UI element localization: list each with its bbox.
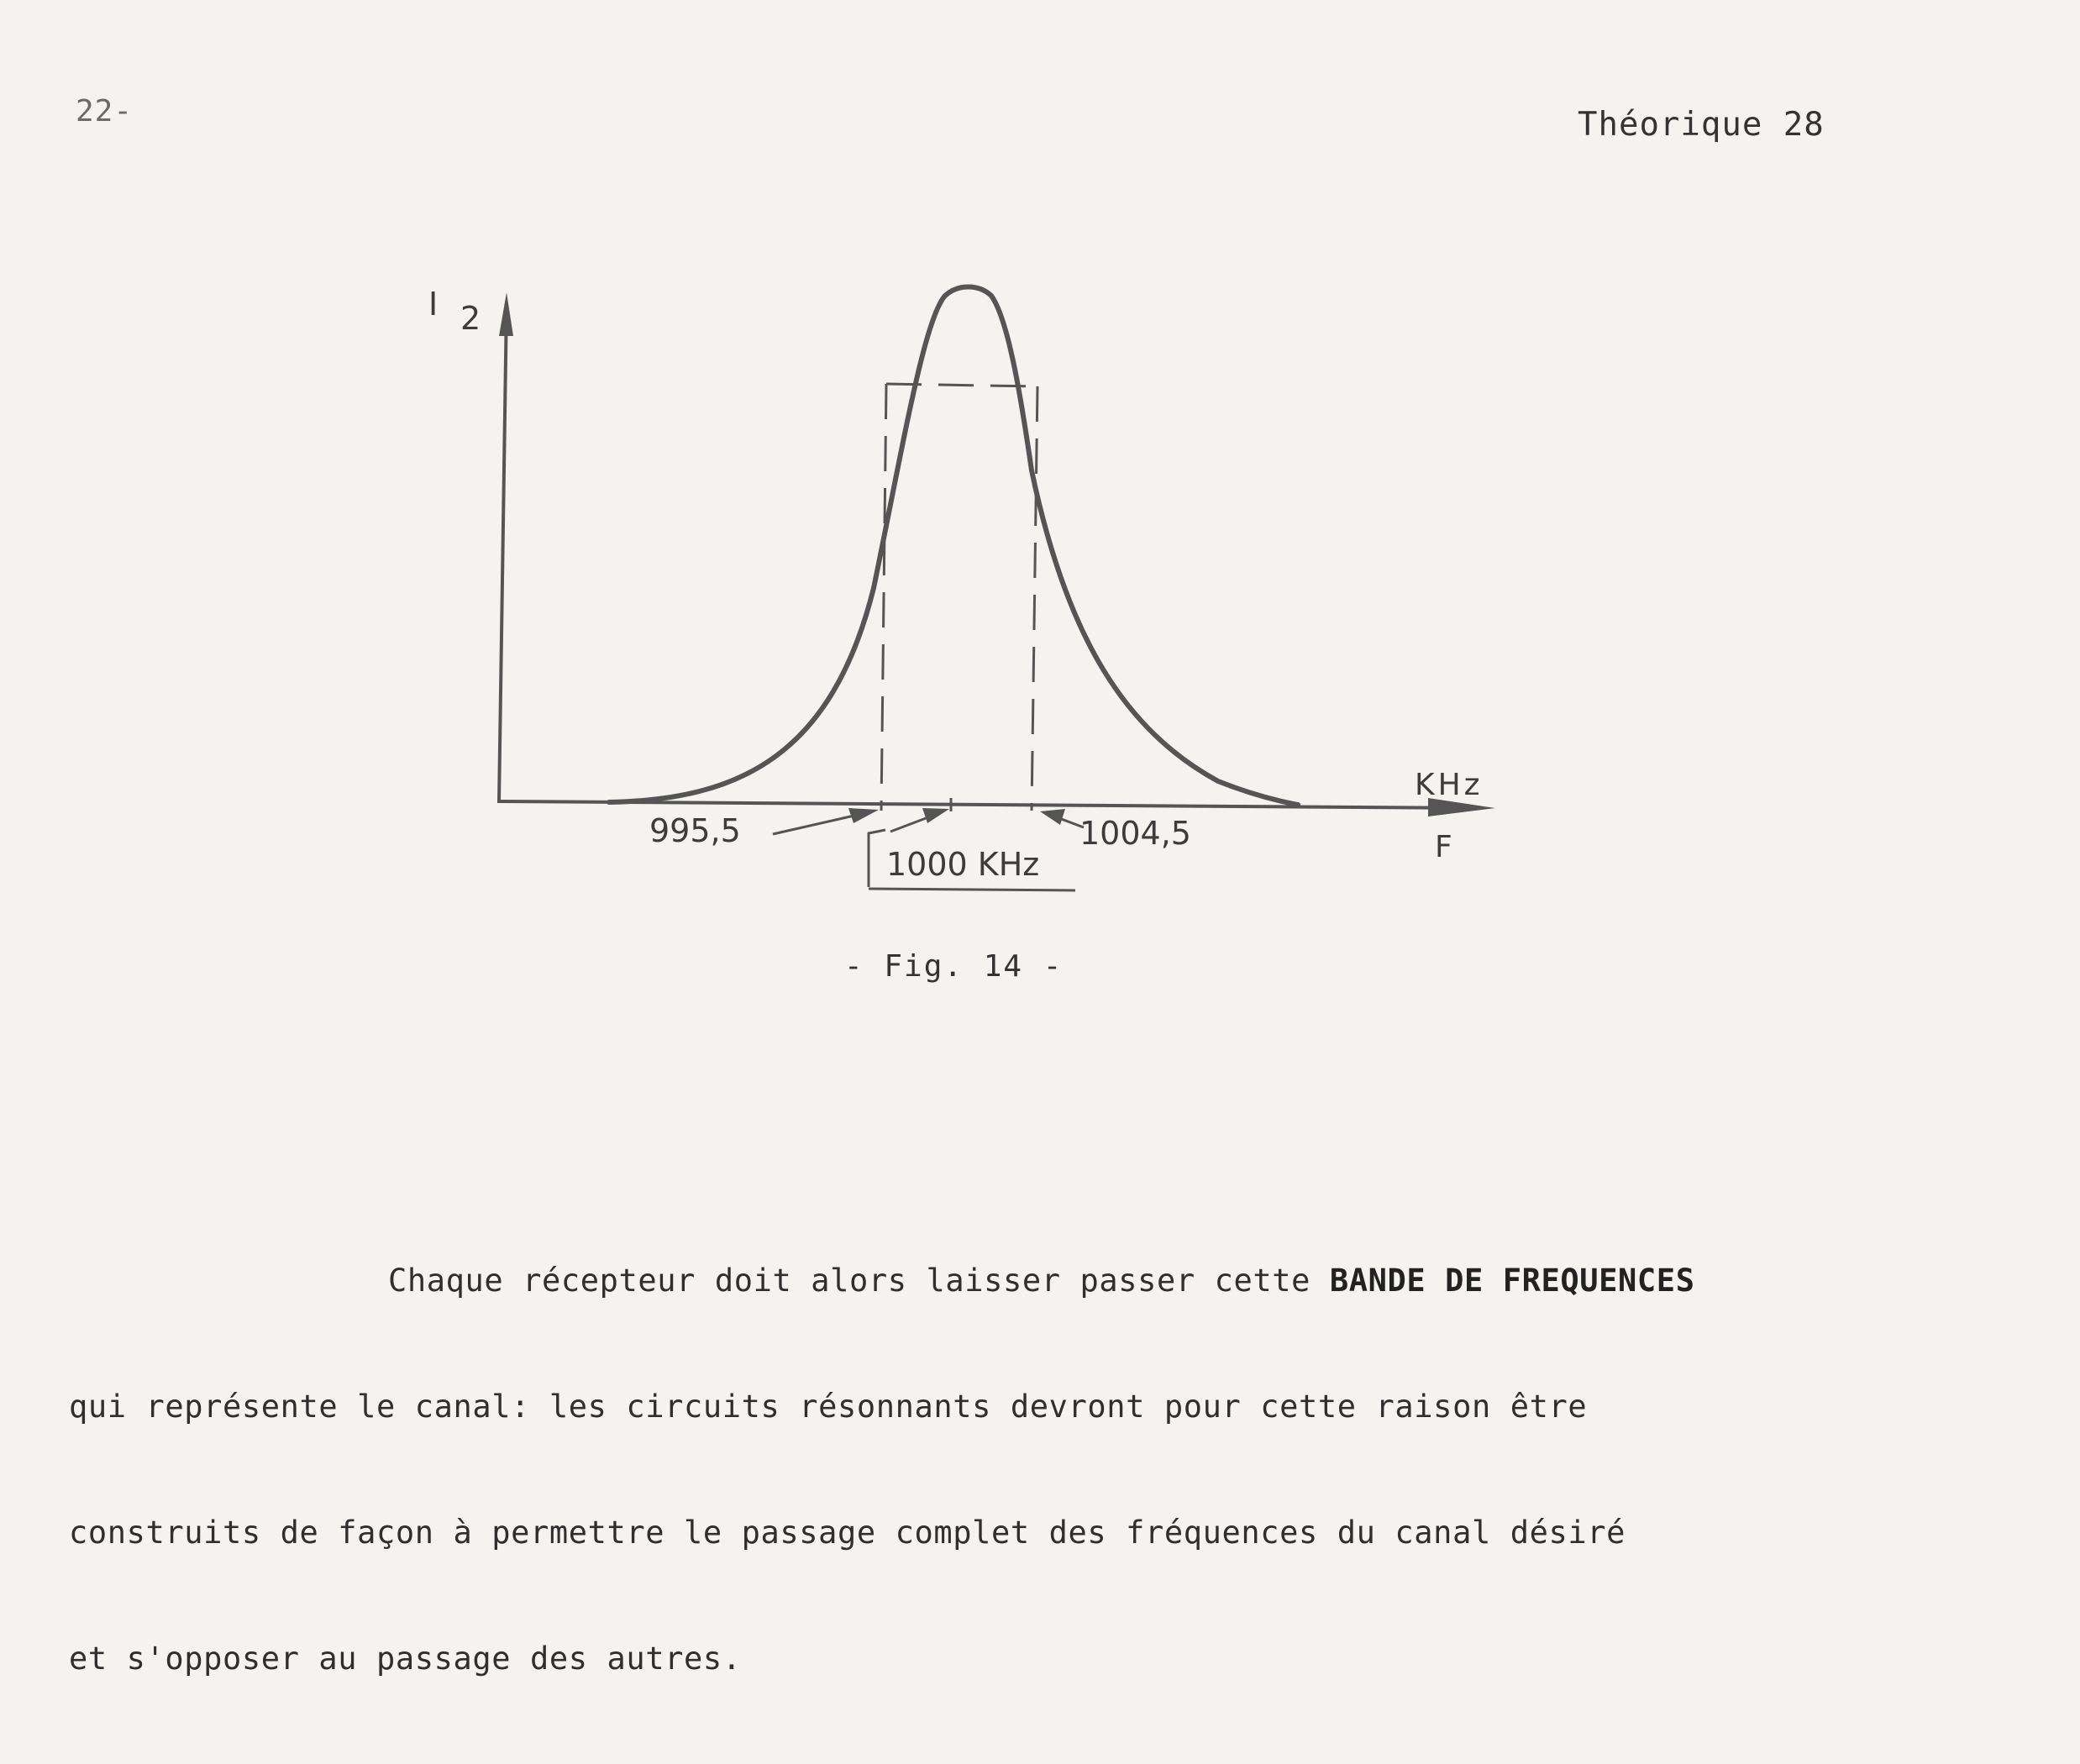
upper-band-edge-arrow-icon — [1040, 809, 1065, 825]
lower-band-edge-arrow-icon — [848, 808, 879, 823]
x-axis-unit: KHz — [1415, 768, 1484, 802]
y-axis-arrow-icon — [499, 292, 513, 336]
paragraph-emphasis: BANDE DE FREQUENCES — [1329, 1263, 1695, 1299]
paragraph-line-2: qui représente le canal: les circuits résonnants devront pour cette raison être — [69, 1389, 1588, 1425]
lower-band-edge-label: 995,5 — [649, 812, 741, 849]
x-axis-label: F — [1435, 830, 1452, 864]
page-number: 22- — [76, 94, 134, 129]
ideal-passband-dashed — [881, 384, 1037, 811]
paragraph-line-1-text: Chaque récepteur doit alors laisser passer cette — [388, 1263, 1330, 1299]
y-axis — [499, 302, 507, 802]
paragraph-line-3: construits de façon à permettre le passage complet des fréquences du canal désiré — [69, 1515, 1626, 1551]
center-frequency-underline — [869, 889, 1075, 890]
y-axis-label: I — [428, 286, 439, 323]
body-paragraph — [69, 1176, 1951, 1764]
paragraph-line-1 — [69, 1260, 1951, 1302]
y-axis-label-subscript: 2 — [460, 300, 481, 337]
center-frequency-arrow-icon — [922, 808, 949, 823]
center-frequency-bracket — [869, 830, 885, 887]
center-frequency-label: 1000 KHz — [886, 846, 1040, 883]
running-header: Théorique 28 — [1578, 106, 1825, 144]
paragraph-line-4: et s'opposer au passage des autres. — [69, 1641, 742, 1677]
upper-band-edge-label: 1004,5 — [1079, 815, 1191, 852]
figure-caption: - Fig. 14 - — [844, 949, 1064, 984]
resonance-curve — [609, 287, 1298, 806]
